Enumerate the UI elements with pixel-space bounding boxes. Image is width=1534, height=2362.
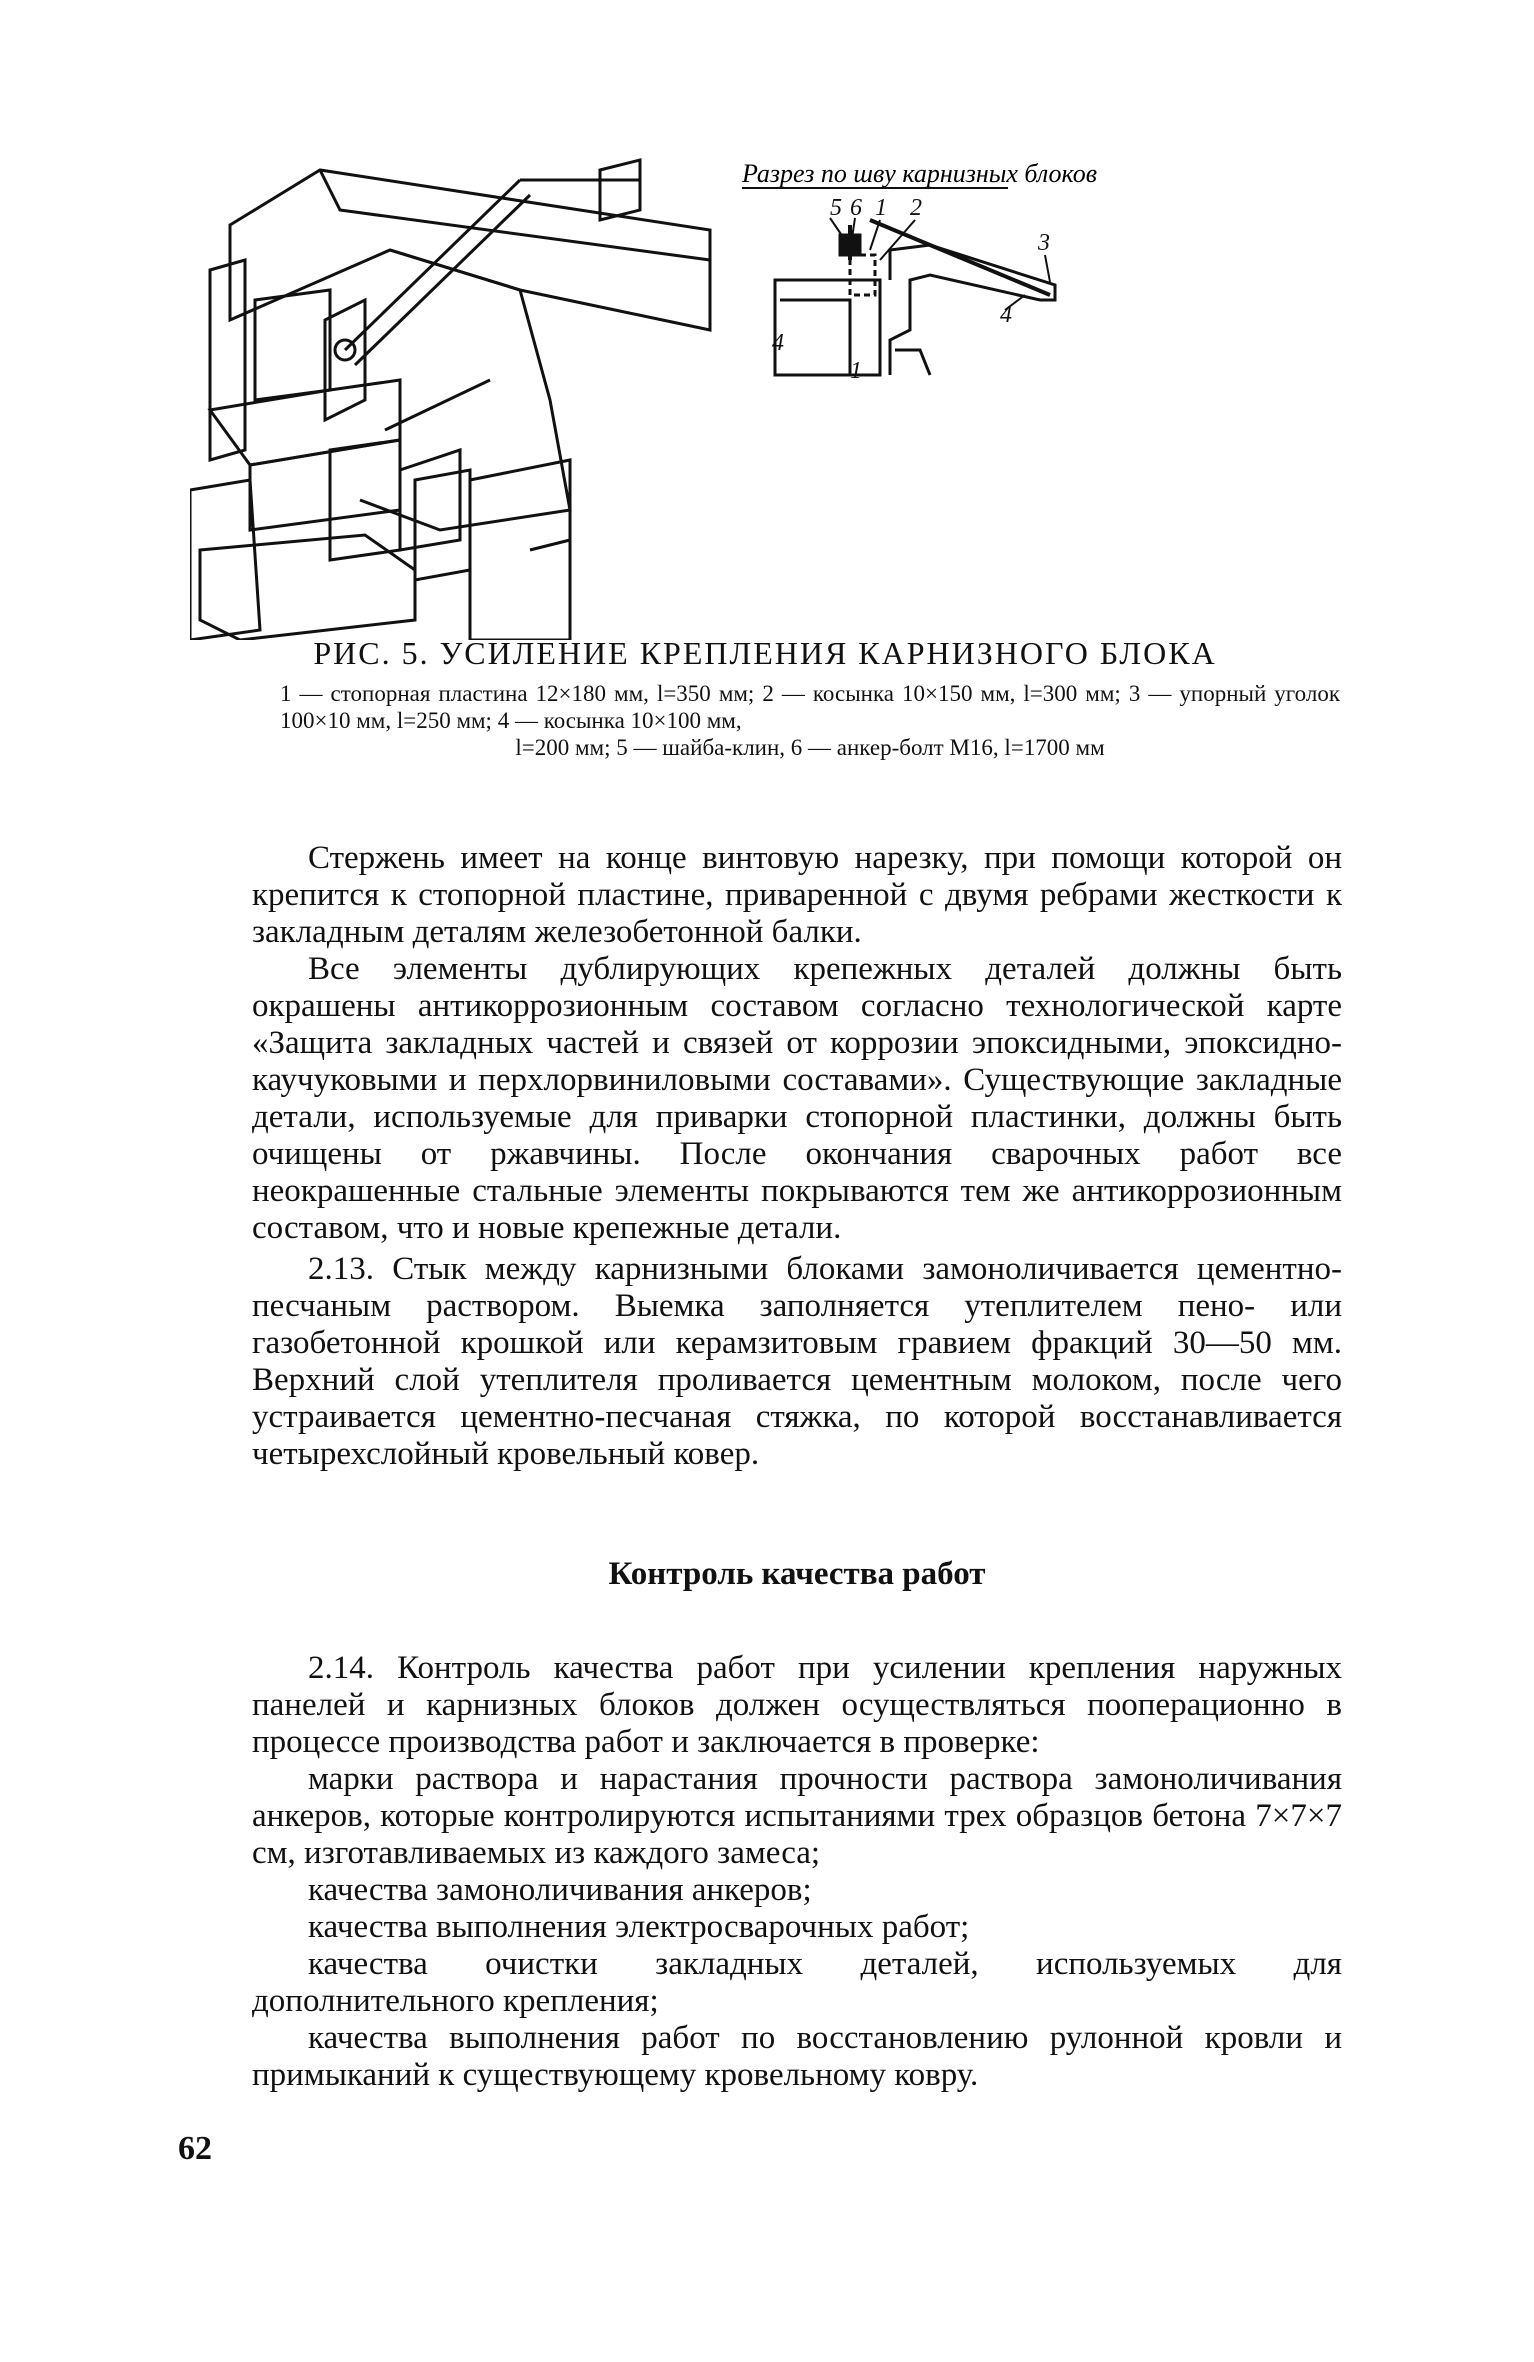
- legend-last: l=200 мм; 5 — шайба-клин, 6 — анкер-болт М16, l=1700 мм: [515, 735, 1105, 760]
- label-6: 6: [850, 195, 862, 221]
- figure-caption-title: РИС. 5. УСИЛЕНИЕ КРЕПЛЕНИЯ КАРНИЗНОГО БЛОКА: [313, 635, 1217, 671]
- figure-drawing: [190, 150, 1340, 640]
- label-4-lower: 4: [772, 330, 784, 356]
- section-text: [252, 1650, 1342, 2094]
- paragraph-1: Стержень имеет на конце винтовую нарезку, при помощи которой он крепится к стопорной пластине, приваренной с двумя ребрами жесткости к закладным деталям железобетонной балки.: [252, 840, 1342, 950]
- figure-5: [190, 150, 1340, 640]
- label-4: 4: [1000, 302, 1012, 328]
- paragraph-3: 2.13. Стык между карнизными блоками замоноличивается цементно-песчаным раствором. Выемка заполняется утеплителем пено- или газобетонной крошкой или керамзитовым гравием фракций 30—50 мм. Верхний слой утеплителя проливается цементным молоком, после чего устраивается цементно-песчаная стяжка, по которой восстанавливается четырехслойный кровельный ковер.: [252, 1251, 1342, 1472]
- label-1: 1: [875, 195, 887, 221]
- body-text: [252, 840, 1342, 1473]
- isometric-view: [190, 160, 710, 640]
- section-intro: 2.14. Контроль качества работ при усилении крепления наружных панелей и карнизных блоков должен осуществляться пооперационно в процессе производства работ и заключается в проверке:: [252, 1650, 1342, 1760]
- label-1-lower: 1: [850, 358, 862, 384]
- section-heading: Контроль качества работ: [608, 1556, 986, 1592]
- list-item-5: качества выполнения работ по восстановлению рулонной кровли и примыканий к существующему кровельному ковру.: [252, 2020, 1342, 2093]
- list-item-3: качества выполнения электросварочных работ;: [308, 1909, 970, 1945]
- section-view: [741, 159, 1097, 384]
- list-item-4: качества очистки закладных деталей, используемых для дополнительного крепления;: [252, 1946, 1342, 2019]
- label-5: 5: [830, 195, 842, 221]
- legend-main: 1 — стопорная пластина 12×180 мм, l=350 мм; 2 — косынка 10×150 мм, l=300 мм; 3 — упорный уголок 100×10 мм, l=250 мм; 4 — косынка 10×100 мм,: [280, 681, 1340, 733]
- paragraph-2: Все элементы дублирующих крепежных деталей должны быть окрашены антикоррозионным составом согласно технологической карте «Защита закладных частей и связей от коррозии эпоксидными, эпоксидно-каучуковыми и перхлорвиниловыми составами». Существующие закладные детали, используемые для приварки стопорной пластинки, должны быть очищены от ржавчины. После окончания сварочных работ все неокрашенные стальные элементы покрываются тем же антикоррозионным составом, что и новые крепежные детали.: [252, 951, 1342, 1246]
- label-3: 3: [1038, 230, 1050, 256]
- page-number: 62: [178, 2130, 212, 2167]
- figure-legend: [280, 680, 1340, 761]
- list-item-1: марки раствора и нарастания прочности раствора замоноличивания анкеров, которые контролируются испытаниями трех образцов бетона 7×7×7 см, изготавливаемых из каждого замеса;: [252, 1761, 1342, 1871]
- list-item-2: качества замоноличивания анкеров;: [308, 1872, 812, 1908]
- label-2: 2: [910, 195, 922, 221]
- section-title: Разрез по шву карнизных блоков: [742, 159, 1097, 188]
